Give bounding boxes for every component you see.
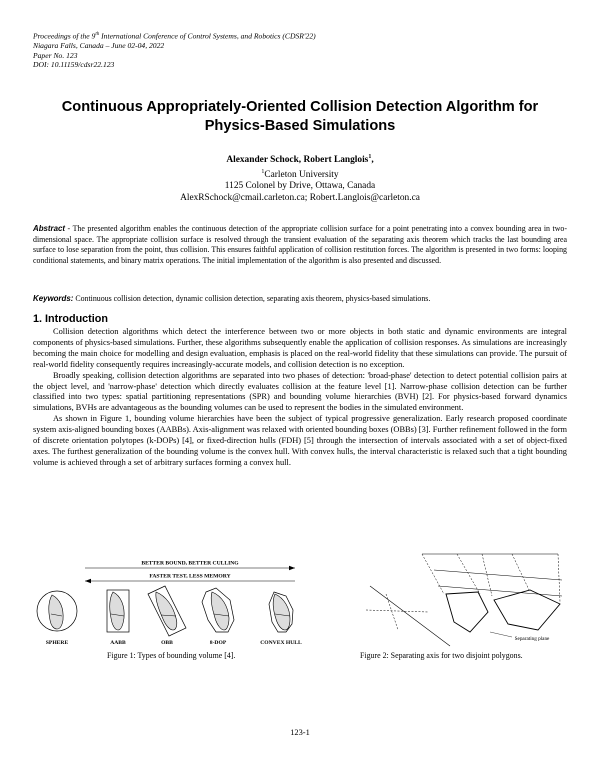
shape-sphere <box>37 591 77 631</box>
title-line-1: Continuous Appropriately-Oriented Collision Detection Algorithm for <box>61 99 539 115</box>
shape-convex-hull <box>269 592 293 632</box>
shape-obb <box>148 586 186 636</box>
keywords-label: Keywords: <box>33 294 74 303</box>
separating-axis-line <box>370 586 450 646</box>
label-aabb: AABB <box>110 640 126 646</box>
label-convex-hull: CONVEX HULL <box>260 640 302 646</box>
keywords <box>33 294 567 305</box>
shape-8-dop <box>202 588 234 632</box>
figure-separating-axis <box>362 552 567 648</box>
arrow-faster-test <box>85 574 295 584</box>
polygon-a <box>446 592 488 632</box>
shape-aabb <box>107 590 129 632</box>
figure-2-caption: Figure 2: Separating axis for two disjoint polygons. <box>360 651 523 660</box>
paragraph: Broadly speaking, collision detection algorithms are separated into two phases of detection: 'broad-phase' detection to detect potential collision pairs at the object level, and 'narrow-phase' detection which directly evaluates collision at the feature level [1]. Narrow-phase collision detection can be further classified into two types: spatial partitioning representations (SPR) and bounding volume hierarchies (BVH) [2]. For physics-based forward dynamics simulations, BVHs are advantageous as the bounding volumes can be used to represent the bodies in the simulated environment. <box>33 370 567 413</box>
proceedings-header <box>33 30 573 70</box>
polygon-b <box>494 590 560 630</box>
arrow-better-bound <box>85 561 295 571</box>
figure-bounding-volumes <box>30 558 330 648</box>
arrow-top-label: BETTER BOUND, BETTER CULLING <box>141 560 239 567</box>
author-address: 1125 Colonel by Drive, Ottawa, Canada <box>224 181 376 192</box>
paragraph: Collision detection algorithms which detect the interference between two or more objects in both static and dynamic environments are integral components of physics-based simulations. Further, these algorithms subsequently enable the application of collision responses. As simulations are increasingly becoming the main choice for modelling and design evaluation, emphasis is placed on the real-world fidelity that these simulations can provide. The pursuit of real-world fidelity consequently requires increasingly-accurate models, and collision detection is no exception. <box>33 327 567 369</box>
title-line-2: Physics-Based Simulations <box>204 118 396 134</box>
abstract-text: - The presented algorithm enables the continuous detection of the appropriate collision surface for a point penetrating into a convex bounding area in two-dimensional space. The appropriate collision surface is resolved through the transient evaluation of the separating axis theorem which tracks the last bounding area surface to lose separation from the point, thus collision. This ensures faithful application of collision restitution forces. The algorithm is presented in two forms: looping conditional statements, and binary matrix operations. The initial implementation of the algorithm is also presented and discussed. <box>33 224 567 265</box>
author-affiliation: $^1$Carleton University <box>261 168 339 180</box>
author-names: Alexander Schock, Robert Langlois$^1$, <box>226 154 374 166</box>
separating-plane-label: Separating plane <box>514 636 550 642</box>
header-location-line: Niagara Falls, Canada – June 02-04, 2022 <box>33 41 165 51</box>
author-block <box>30 152 570 205</box>
page-number: 123-1 <box>290 728 310 737</box>
header-paper-number: Paper No. 123 <box>33 50 78 60</box>
author-emails: AlexRSchock@cmail.carleton.ca; Robert.Langlois@carleton.ca <box>180 193 420 204</box>
introduction-body <box>33 327 567 469</box>
abstract-label: Abstract <box>33 224 66 233</box>
figure-1-caption: Figure 1: Types of bounding volume [4]. <box>107 651 236 660</box>
paper-title <box>30 98 570 136</box>
section-heading-introduction: 1. Introduction <box>33 313 108 325</box>
label-sphere: SPHERE <box>45 640 69 646</box>
label-obb: OBB <box>161 640 173 646</box>
label-8-dop: 8-DOP <box>209 640 227 646</box>
arrow-bottom-label: FASTER TEST, LESS MEMORY <box>149 573 231 580</box>
header-conference-line: Proceedings of the 9th International Conference of Control Systems, and Robotics (CDSR'22) <box>33 31 316 41</box>
keywords-text: Continuous collision detection, dynamic collision detection, separating axis theorem, physics-based simulations. <box>73 294 431 303</box>
header-doi: DOI: 10.11159/cdsr22.123 <box>33 60 115 70</box>
paragraph: As shown in Figure 1, bounding volume hierarchies have been the subject of typical progressive generalization. Early research proposed coordinate system axis-aligned bounding boxes (AABBs). Axis-alignment was relaxed with oriented bounding boxes (OBBs) [3]. Further refinement followed in the form of discrete orientation polytopes (k-DOPs) [4], or fixed-direction hulls (FDH) [5] through the intersection of intervals associated with a set of object-fixed axes. The furthest generalization of the bounding volume is the convex hull. With convex hulls, the interval characteristic is relaxed such that a tight bounding volume is achieved through a set of arbitrary surfaces forming a convex hull. <box>33 414 567 467</box>
abstract <box>33 224 567 266</box>
